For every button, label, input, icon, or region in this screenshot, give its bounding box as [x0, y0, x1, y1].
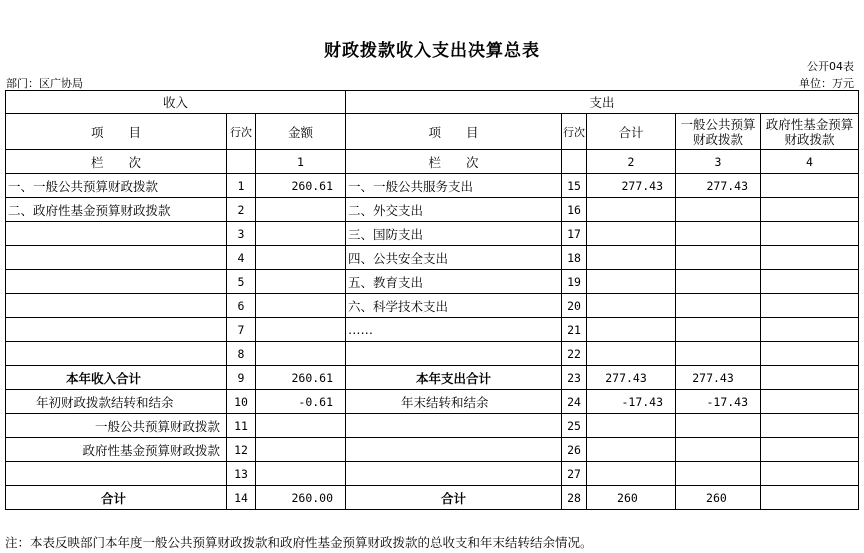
expense-rowno-cell: 26 — [562, 438, 587, 462]
income-item-cell: 本年收入合计 — [6, 366, 227, 390]
expense-total-cell — [587, 414, 676, 438]
income-rowno-cell: 13 — [227, 462, 256, 486]
footnote: 注：本表反映部门本年度一般公共预算财政拨款和政府性基金预算财政拨款的总收支和年末结转结余情况。 — [5, 535, 593, 550]
expense-fund-cell — [761, 366, 859, 390]
expense-general-cell: -17.43 — [676, 390, 761, 414]
income-amount-header: 金额 — [256, 114, 346, 150]
table-row — [6, 294, 859, 318]
expense-column-rowno — [562, 150, 587, 174]
expense-general-cell — [676, 414, 761, 438]
income-item-cell: 合计 — [6, 486, 227, 510]
table-row — [6, 390, 859, 414]
expense-total-cell: -17.43 — [587, 390, 676, 414]
expense-general-cell — [676, 462, 761, 486]
expense-fund-cell — [761, 390, 859, 414]
table-row — [6, 198, 859, 222]
income-rowno-cell: 9 — [227, 366, 256, 390]
expense-item-cell: 本年支出合计 — [346, 366, 562, 390]
expense-fund-cell — [761, 462, 859, 486]
income-item-cell — [6, 462, 227, 486]
income-item-cell: 年初财政拨款结转和结余 — [6, 390, 227, 414]
income-amount-cell — [256, 414, 346, 438]
expense-total-cell — [587, 462, 676, 486]
table-row — [6, 462, 859, 486]
expense-rowno-cell: 27 — [562, 462, 587, 486]
expense-fund-cell — [761, 414, 859, 438]
income-item-header: 项 目 — [6, 114, 227, 150]
income-amount-cell — [256, 462, 346, 486]
income-item-cell — [6, 342, 227, 366]
income-item-cell — [6, 246, 227, 270]
table-row — [6, 438, 859, 462]
table-row — [6, 366, 859, 390]
unit-label: 单位：万元 — [799, 77, 854, 90]
income-item-cell — [6, 294, 227, 318]
expense-rowno-cell: 15 — [562, 174, 587, 198]
expense-item-cell: 四、公共安全支出 — [346, 246, 562, 270]
income-column-label: 栏 次 — [6, 150, 227, 174]
income-item-cell: 一般公共预算财政拨款 — [6, 414, 227, 438]
income-amount-cell — [256, 270, 346, 294]
expense-rowno-cell: 19 — [562, 270, 587, 294]
expense-item-cell — [346, 342, 562, 366]
expense-item-cell: 二、外交支出 — [346, 198, 562, 222]
income-rowno-cell: 5 — [227, 270, 256, 294]
expense-general-cell: 277.43 — [676, 366, 761, 390]
expense-total-cell — [587, 318, 676, 342]
expense-total-cell — [587, 342, 676, 366]
expense-fund-cell — [761, 438, 859, 462]
expense-total-cell — [587, 270, 676, 294]
expense-rowno-cell: 23 — [562, 366, 587, 390]
expense-general-cell — [676, 294, 761, 318]
expense-section-header: 支出 — [346, 91, 859, 114]
expense-total-cell — [587, 246, 676, 270]
income-rowno-cell: 12 — [227, 438, 256, 462]
income-amount-cell: 260.61 — [256, 366, 346, 390]
expense-fund-header: 政府性基金预算财政拨款 — [761, 114, 859, 150]
income-rowno-cell: 1 — [227, 174, 256, 198]
expense-rowno-cell: 28 — [562, 486, 587, 510]
expense-item-cell: 年末结转和结余 — [346, 390, 562, 414]
expense-total-cell: 277.43 — [587, 174, 676, 198]
income-rowno-cell: 8 — [227, 342, 256, 366]
table-row — [6, 342, 859, 366]
expense-total-cell — [587, 438, 676, 462]
income-rowno-cell: 6 — [227, 294, 256, 318]
table-row — [6, 222, 859, 246]
expense-total-cell: 260 — [587, 486, 676, 510]
income-rowno-cell: 10 — [227, 390, 256, 414]
income-amount-cell: 260.00 — [256, 486, 346, 510]
income-item-cell — [6, 270, 227, 294]
table-row — [6, 486, 859, 510]
expense-rowno-cell: 25 — [562, 414, 587, 438]
income-rowno-cell: 4 — [227, 246, 256, 270]
expense-fund-cell — [761, 174, 859, 198]
income-amount-cell — [256, 246, 346, 270]
expense-total-header: 合计 — [587, 114, 676, 150]
income-section-header: 收入 — [6, 91, 346, 114]
expense-general-cell — [676, 342, 761, 366]
income-amount-cell — [256, 318, 346, 342]
expense-rowno-cell: 24 — [562, 390, 587, 414]
column-number-2: 2 — [587, 150, 676, 174]
expense-total-cell — [587, 222, 676, 246]
expense-rowno-cell: 18 — [562, 246, 587, 270]
expense-rowno-header: 行次 — [562, 114, 587, 150]
income-item-cell — [6, 318, 227, 342]
budget-summary-table — [5, 90, 859, 510]
income-amount-cell — [256, 438, 346, 462]
expense-fund-cell — [761, 222, 859, 246]
income-amount-cell — [256, 222, 346, 246]
expense-item-cell — [346, 462, 562, 486]
expense-item-cell: …… — [346, 318, 562, 342]
expense-fund-cell — [761, 486, 859, 510]
expense-item-cell: 三、国防支出 — [346, 222, 562, 246]
income-amount-cell — [256, 342, 346, 366]
table-row — [6, 174, 859, 198]
expense-rowno-cell: 21 — [562, 318, 587, 342]
expense-rowno-cell: 17 — [562, 222, 587, 246]
income-amount-cell — [256, 294, 346, 318]
expense-item-header: 项 目 — [346, 114, 562, 150]
expense-general-cell — [676, 318, 761, 342]
expense-general-cell — [676, 222, 761, 246]
expense-general-cell: 260 — [676, 486, 761, 510]
income-rowno-cell: 7 — [227, 318, 256, 342]
header-row-sections — [6, 91, 859, 114]
expense-item-cell: 一、一般公共服务支出 — [346, 174, 562, 198]
expense-item-cell: 合计 — [346, 486, 562, 510]
expense-total-cell — [587, 294, 676, 318]
expense-fund-cell — [761, 342, 859, 366]
expense-general-cell — [676, 198, 761, 222]
expense-total-cell — [587, 198, 676, 222]
income-rowno-cell: 3 — [227, 222, 256, 246]
table-row — [6, 318, 859, 342]
expense-total-cell: 277.43 — [587, 366, 676, 390]
expense-rowno-cell: 16 — [562, 198, 587, 222]
expense-item-cell — [346, 414, 562, 438]
table-row — [6, 414, 859, 438]
form-number: 公开04表 — [807, 60, 854, 73]
table-row — [6, 270, 859, 294]
expense-fund-cell — [761, 270, 859, 294]
income-item-cell: 政府性基金预算财政拨款 — [6, 438, 227, 462]
income-rowno-cell: 11 — [227, 414, 256, 438]
column-number-row — [6, 150, 859, 174]
expense-general-cell — [676, 270, 761, 294]
report-title: 财政拨款收入支出决算总表 — [324, 41, 540, 61]
expense-general-cell: 277.43 — [676, 174, 761, 198]
expense-fund-cell — [761, 318, 859, 342]
income-column-rowno — [227, 150, 256, 174]
expense-general-cell — [676, 246, 761, 270]
income-rowno-header: 行次 — [227, 114, 256, 150]
expense-fund-cell — [761, 198, 859, 222]
header-row-columns — [6, 114, 859, 150]
expense-fund-cell — [761, 294, 859, 318]
income-rowno-cell: 2 — [227, 198, 256, 222]
income-item-cell — [6, 222, 227, 246]
expense-general-cell — [676, 438, 761, 462]
expense-fund-cell — [761, 246, 859, 270]
column-number-1: 1 — [256, 150, 346, 174]
expense-item-cell — [346, 438, 562, 462]
expense-column-label: 栏 次 — [346, 150, 562, 174]
column-number-3: 3 — [676, 150, 761, 174]
income-item-cell: 一、一般公共预算财政拨款 — [6, 174, 227, 198]
expense-rowno-cell: 22 — [562, 342, 587, 366]
income-rowno-cell: 14 — [227, 486, 256, 510]
column-number-4: 4 — [761, 150, 859, 174]
table-row — [6, 246, 859, 270]
income-item-cell: 二、政府性基金预算财政拨款 — [6, 198, 227, 222]
income-amount-cell: 260.61 — [256, 174, 346, 198]
expense-item-cell: 六、科学技术支出 — [346, 294, 562, 318]
expense-rowno-cell: 20 — [562, 294, 587, 318]
department-label: 部门：区广协局 — [6, 77, 83, 90]
table-body — [6, 91, 859, 510]
income-amount-cell: -0.61 — [256, 390, 346, 414]
expense-general-header: 一般公共预算财政拨款 — [676, 114, 761, 150]
income-amount-cell — [256, 198, 346, 222]
expense-item-cell: 五、教育支出 — [346, 270, 562, 294]
